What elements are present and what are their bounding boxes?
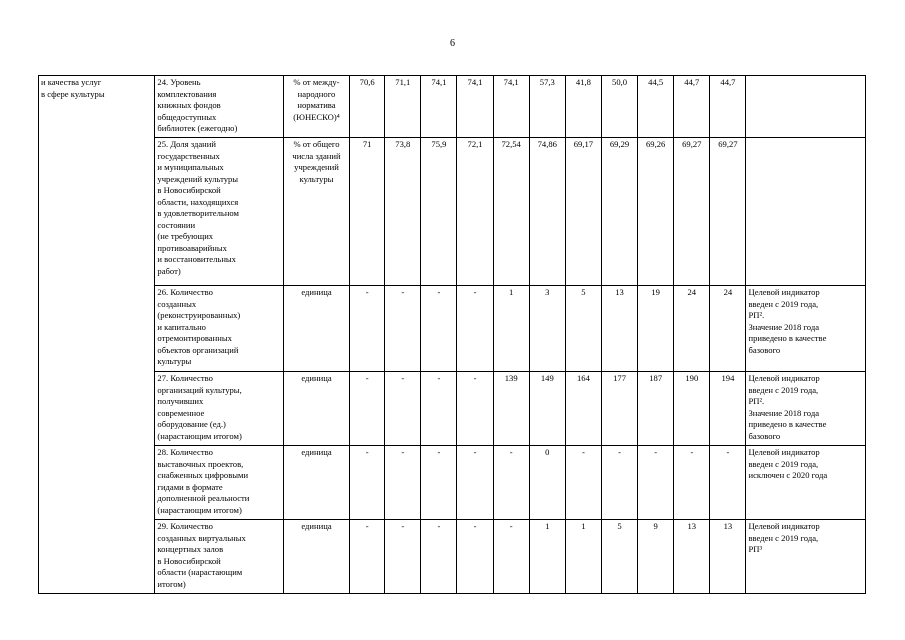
value-cell: 73,8 (385, 138, 421, 286)
note-cell: Целевой индикатор введен с 2019 года, РП³ (746, 520, 866, 594)
value-cell: 139 (493, 372, 529, 446)
value-cell: - (457, 520, 493, 594)
value-cell: 9 (638, 520, 674, 594)
value-cell: 13 (601, 286, 637, 372)
indicator-name-cell: 26. Количество созданных (реконструированных) и капитально отремонтированных объектов организаций культуры (155, 286, 283, 372)
table-row (39, 520, 866, 594)
value-cell: 149 (529, 372, 565, 446)
value-cell: 177 (601, 372, 637, 446)
note-cell: Целевой индикатор введен с 2019 года, РП². Значение 2018 года приведено в качестве базового (746, 286, 866, 372)
value-cell: 69,26 (638, 138, 674, 286)
indicators-table (38, 75, 866, 594)
value-cell: - (350, 372, 385, 446)
table-row (39, 76, 866, 138)
value-cell: 71 (350, 138, 385, 286)
value-cell: 1 (529, 520, 565, 594)
value-cell: 44,5 (638, 76, 674, 138)
value-cell: - (350, 446, 385, 520)
value-cell: 71,1 (385, 76, 421, 138)
value-cell: 74,1 (457, 76, 493, 138)
indicator-name-cell: 27. Количество организаций культуры, получивших современное оборудование (ед.) (нарастающим итогом) (155, 372, 283, 446)
value-cell: 69,29 (601, 138, 637, 286)
value-cell: - (385, 520, 421, 594)
value-cell: - (493, 446, 529, 520)
value-cell: - (385, 372, 421, 446)
value-cell: 1 (493, 286, 529, 372)
table-row (39, 138, 866, 286)
indicator-name-cell: 25. Доля зданий государственных и муниципальных учреждений культуры в Новосибирской области, находящихся в удовлетворительном состоянии (не требующих противоаварийных и восстановительных работ) (155, 138, 283, 286)
value-cell: - (457, 446, 493, 520)
page-number: 6 (450, 38, 455, 49)
indicator-name-cell: 29. Количество созданных виртуальных концертных залов в Новосибирской области (нарастающим итогом) (155, 520, 283, 594)
unit-cell: % от общего числа зданий учреждений культуры (283, 138, 349, 286)
table-row (39, 372, 866, 446)
section-label-cell: и качества услуг в сфере культуры (39, 76, 155, 594)
note-cell (746, 138, 866, 286)
value-cell: - (493, 520, 529, 594)
value-cell: 74,86 (529, 138, 565, 286)
value-cell: 0 (529, 446, 565, 520)
note-cell (746, 76, 866, 138)
value-cell: 72,1 (457, 138, 493, 286)
note-cell: Целевой индикатор введен с 2019 года, РП². Значение 2018 года приведено в качестве базового (746, 372, 866, 446)
value-cell: 187 (638, 372, 674, 446)
value-cell: - (421, 372, 457, 446)
value-cell: 69,27 (674, 138, 710, 286)
value-cell: 13 (710, 520, 746, 594)
value-cell: - (385, 286, 421, 372)
value-cell: - (421, 520, 457, 594)
value-cell: - (601, 446, 637, 520)
value-cell: 69,17 (565, 138, 601, 286)
value-cell: 69,27 (710, 138, 746, 286)
note-cell: Целевой индикатор введен с 2019 года, исключен с 2020 года (746, 446, 866, 520)
value-cell: 5 (601, 520, 637, 594)
value-cell: 74,1 (421, 76, 457, 138)
table-row (39, 286, 866, 372)
table-row (39, 446, 866, 520)
value-cell: 190 (674, 372, 710, 446)
unit-cell: % от между- народного норматива (ЮНЕСКО)⁴ (283, 76, 349, 138)
value-cell: 72,54 (493, 138, 529, 286)
value-cell: - (638, 446, 674, 520)
value-cell: 5 (565, 286, 601, 372)
value-cell: 13 (674, 520, 710, 594)
value-cell: 44,7 (674, 76, 710, 138)
unit-cell: единица (283, 286, 349, 372)
unit-cell: единица (283, 520, 349, 594)
value-cell: - (350, 520, 385, 594)
value-cell: 24 (710, 286, 746, 372)
value-cell: 44,7 (710, 76, 746, 138)
value-cell: - (421, 286, 457, 372)
value-cell: 75,9 (421, 138, 457, 286)
value-cell: 164 (565, 372, 601, 446)
value-cell: 74,1 (493, 76, 529, 138)
value-cell: 1 (565, 520, 601, 594)
unit-cell: единица (283, 372, 349, 446)
indicator-name-cell: 24. Уровень комплектования книжных фондов общедоступных библиотек (ежегодно) (155, 76, 283, 138)
value-cell: - (710, 446, 746, 520)
value-cell: - (674, 446, 710, 520)
value-cell: - (385, 446, 421, 520)
value-cell: 57,3 (529, 76, 565, 138)
unit-cell: единица (283, 446, 349, 520)
value-cell: - (421, 446, 457, 520)
indicator-name-cell: 28. Количество выставочных проектов, снабженных цифровыми гидами в формате дополненной реальности (нарастающим итогом) (155, 446, 283, 520)
value-cell: 24 (674, 286, 710, 372)
value-cell: 194 (710, 372, 746, 446)
value-cell: - (565, 446, 601, 520)
value-cell: 19 (638, 286, 674, 372)
value-cell: 3 (529, 286, 565, 372)
value-cell: 70,6 (350, 76, 385, 138)
value-cell: - (350, 286, 385, 372)
value-cell: 41,8 (565, 76, 601, 138)
value-cell: - (457, 372, 493, 446)
value-cell: 50,0 (601, 76, 637, 138)
value-cell: - (457, 286, 493, 372)
